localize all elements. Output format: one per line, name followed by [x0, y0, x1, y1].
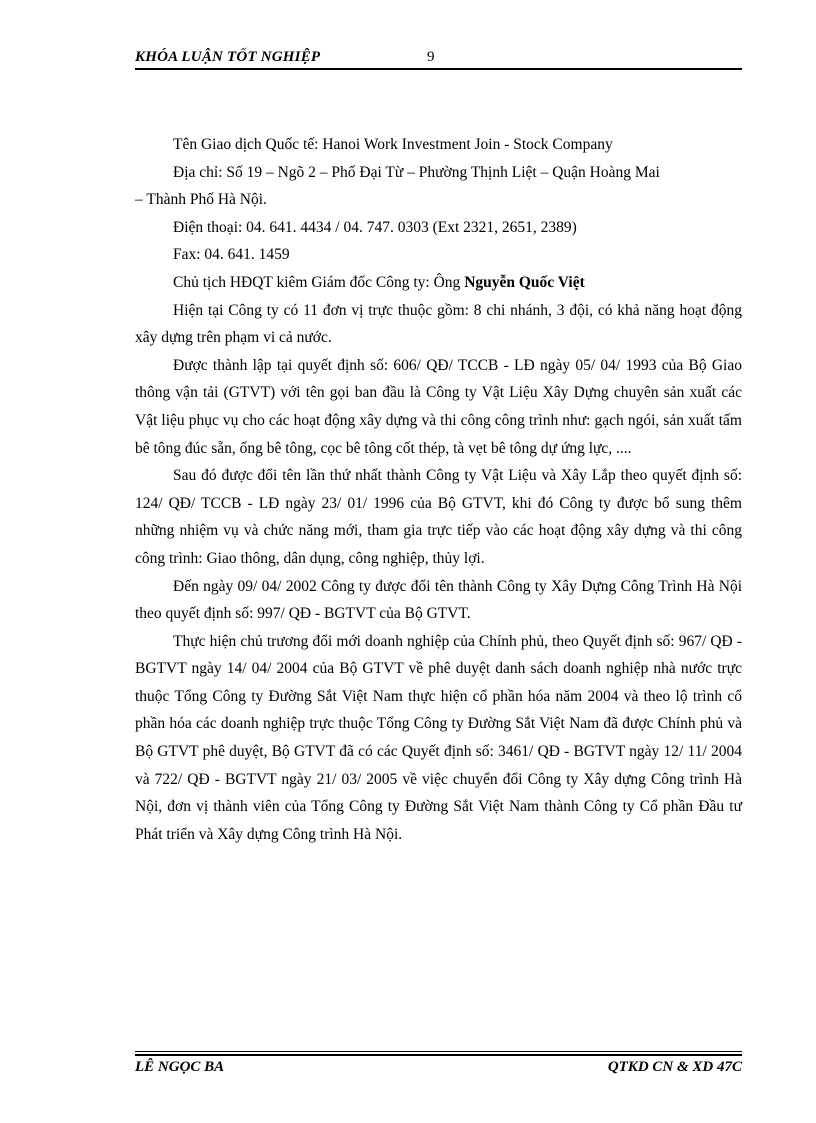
footer-rule-thin: [135, 1051, 742, 1052]
paragraph-first-rename: Sau đó được đổi tên lần thứ nhất thành Công ty Vật Liệu và Xây Lắp theo quyết định số: 124/ QĐ/ TCCB - LĐ ngày 23/ 01/ 1996 của Bộ GTVT, khi đó Công ty được bổ sung thêm những nhiệm vụ và chức năng mới, tham gia trực tiếp vào các hoạt động xây dựng và thi công công trình: Giao thông, dân dụng, công nghiệp, thủy lợi.: [135, 467, 742, 567]
paragraph-phone: Điện thoại: 04. 641. 4434 / 04. 747. 0303 (Ext 2321, 2651, 2389): [173, 218, 577, 236]
paragraph-trade-name: Tên Giao dịch Quốc tế: Hanoi Work Investment Join - Stock Company: [173, 136, 613, 153]
paragraph-fax: Fax: 04. 641. 1459: [173, 246, 290, 264]
document-body: [135, 131, 742, 848]
paragraph-founding: Được thành lập tại quyết định số: 606/ QĐ/ TCCB - LĐ ngày 05/ 04/ 1993 của Bộ Giao thông vận tải (GTVT) với tên gọi ban đầu là Công ty Vật Liệu Xây Dựng chuyên sản xuất các Vật liệu phục vụ cho các hoạt động xây dựng và thi công công trình như: gạch ngói, sản xuất tấm bê tông đúc sẵn, ống bê tông, cọc bê tông cốt thép, tà vẹt bê tông dự ứng lực, ....: [135, 356, 742, 457]
footer-rule-thick: [135, 1054, 742, 1056]
header-title: KHÓA LUẬN TỐT NGHIỆP: [135, 49, 321, 65]
paragraph-units: Hiện tại Công ty có 11 đơn vị trực thuộc gồm: 8 chi nhánh, 3 đội, có khả năng hoạt động xây dựng trên phạm vi cả nước.: [135, 301, 742, 347]
paragraph-chairman: [135, 269, 742, 297]
paragraph-second-rename: Đến ngày 09/ 04/ 2002 Công ty được đổi tên thành Công ty Xây Dựng Công Trình Hà Nội theo quyết định số: 997/ QĐ - BGTVT của Bộ GTVT.: [135, 577, 742, 623]
paragraph-address-cont: – Thành Phố Hà Nội.: [135, 191, 267, 209]
footer-class-code: QTKD CN & XD 47C: [607, 1059, 742, 1075]
page-number: 9: [427, 49, 435, 65]
paragraph-address: Địa chỉ: Số 19 – Ngõ 2 – Phố Đại Từ – Phường Thịnh Liệt – Quận Hoàng Mai: [173, 163, 660, 181]
page-header: [135, 48, 742, 70]
chairman-name: Nguyễn Quốc Việt: [464, 273, 585, 291]
paragraph-equitization: Thực hiện chủ trương đổi mới doanh nghiệp của Chính phủ, theo Quyết định số: 967/ QĐ - BGTVT ngày 14/ 04/ 2004 của Bộ GTVT về phê duyệt danh sách doanh nghiệp nhà nước trực thuộc Tổng Công ty Đường Sắt Việt Nam thực hiện cổ phần hóa năm 2004 và theo lộ trình cổ phần hóa các doanh nghiệp trực thuộc Tổng Công ty Đường Sắt Việt Nam đã được Chính phủ và Bộ GTVT phê duyệt, Bộ GTVT đã có các Quyết định số: 3461/ QĐ - BGTVT ngày 12/ 11/ 2004 và 722/ QĐ - BGTVT ngày 21/ 03/ 2005 về việc chuyển đổi Công ty Xây dựng Công trình Hà Nội, đơn vị thành viên của Tổng Công ty Đường Sắt Việt Nam thành Công ty Cổ phần Đầu tư Phát triển và Xây dựng Công trình Hà Nội.: [135, 632, 742, 843]
chairman-label: Chủ tịch HĐQT kiêm Giám đốc Công ty: Ông: [173, 273, 465, 291]
footer-author: LÊ NGỌC BA: [135, 1059, 225, 1075]
